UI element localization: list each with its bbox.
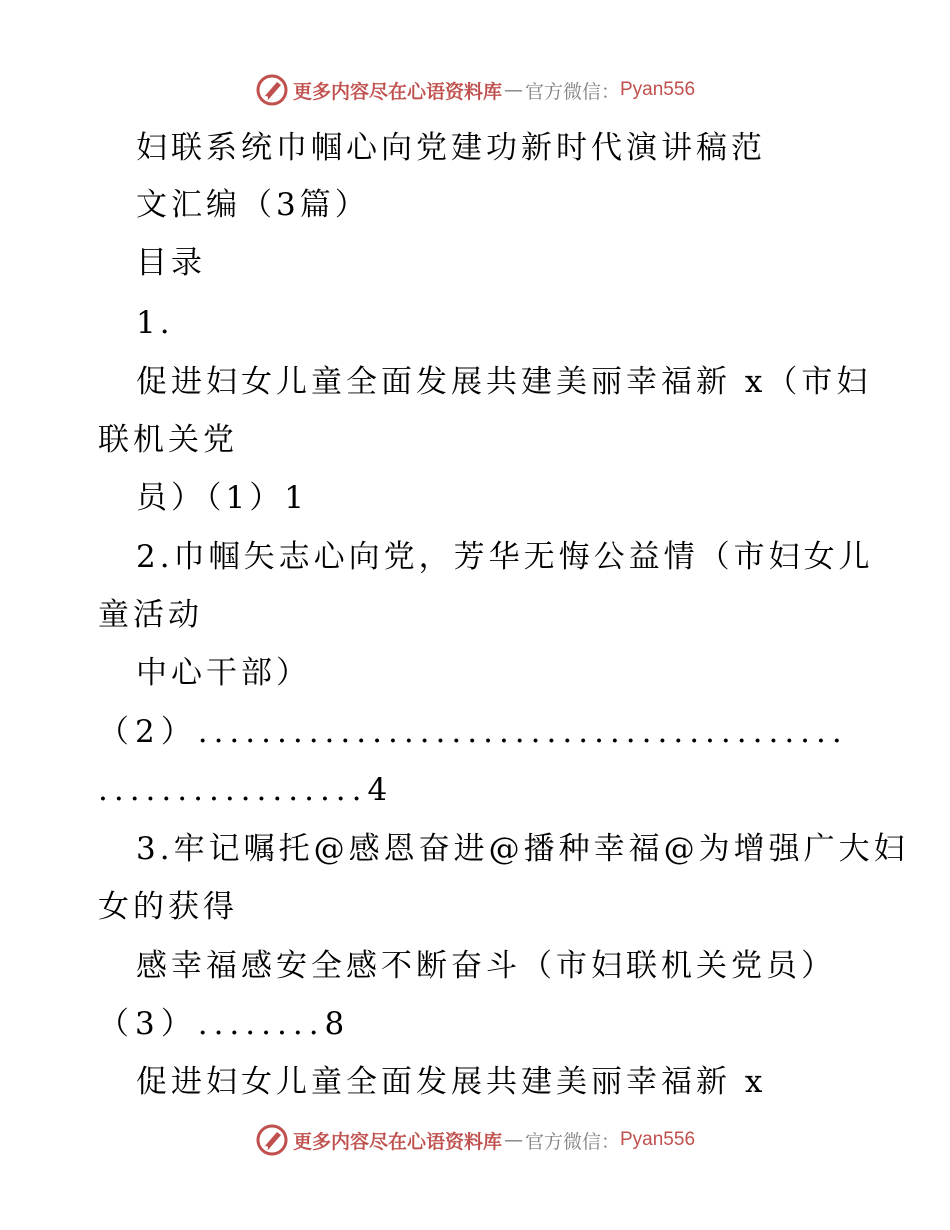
header-banner	[0, 70, 950, 110]
toc-item-2-line-1: 2.巾帼矢志心向党，芳华无悔公益情（市妇女儿	[136, 539, 874, 575]
toc-item-3-line-3: 感幸福感安全感不断奋斗（市妇联机关党员）	[136, 948, 836, 984]
title-line-1: 妇联系统巾帼心向党建功新时代演讲稿范	[136, 130, 766, 166]
toc-item-2-line-3: 中心干部）	[136, 655, 311, 691]
banner-label: 官方微信：	[524, 80, 620, 103]
banner-wechat-id: Pyan556	[620, 79, 696, 100]
toc-item-2-line-2: 童活动	[98, 597, 203, 633]
banner-label: 官方微信：	[524, 1130, 620, 1153]
banner-text: 更多内容尽在心语资料库	[292, 80, 502, 103]
footer-banner	[0, 1120, 950, 1160]
toc-item-1-line-1: 促进妇女儿童全面发展共建美丽幸福新 x（市妇	[136, 364, 872, 400]
toc-item-1-number: 1.	[136, 305, 174, 341]
toc-item-3-line-4: （3）........8	[98, 1006, 351, 1042]
toc-heading: 目录	[136, 245, 206, 281]
toc-item-3-line-2: 女的获得	[98, 889, 238, 925]
pen-logo-icon	[255, 1123, 289, 1157]
title-line-2: 文汇编（3篇）	[136, 187, 370, 223]
banner-wechat-id: Pyan556	[620, 1129, 696, 1150]
toc-item-1-line-3: 员）（1）1	[136, 480, 308, 516]
toc-item-3-line-1: 3.牢记嘱托@感恩奋进@播种幸福@为增强广大妇	[136, 831, 909, 867]
toc-item-2-line-5: .................4	[98, 772, 394, 808]
pen-logo-icon	[255, 73, 289, 107]
banner-dash: —	[503, 1129, 523, 1151]
banner-text: 更多内容尽在心语资料库	[292, 1130, 502, 1153]
body-first-line: 促进妇女儿童全面发展共建美丽幸福新 x	[136, 1064, 767, 1100]
toc-item-2-line-4: （2）.........................................	[98, 714, 848, 750]
toc-item-1-line-2: 联机关党	[98, 422, 238, 458]
banner-dash: —	[503, 79, 523, 101]
